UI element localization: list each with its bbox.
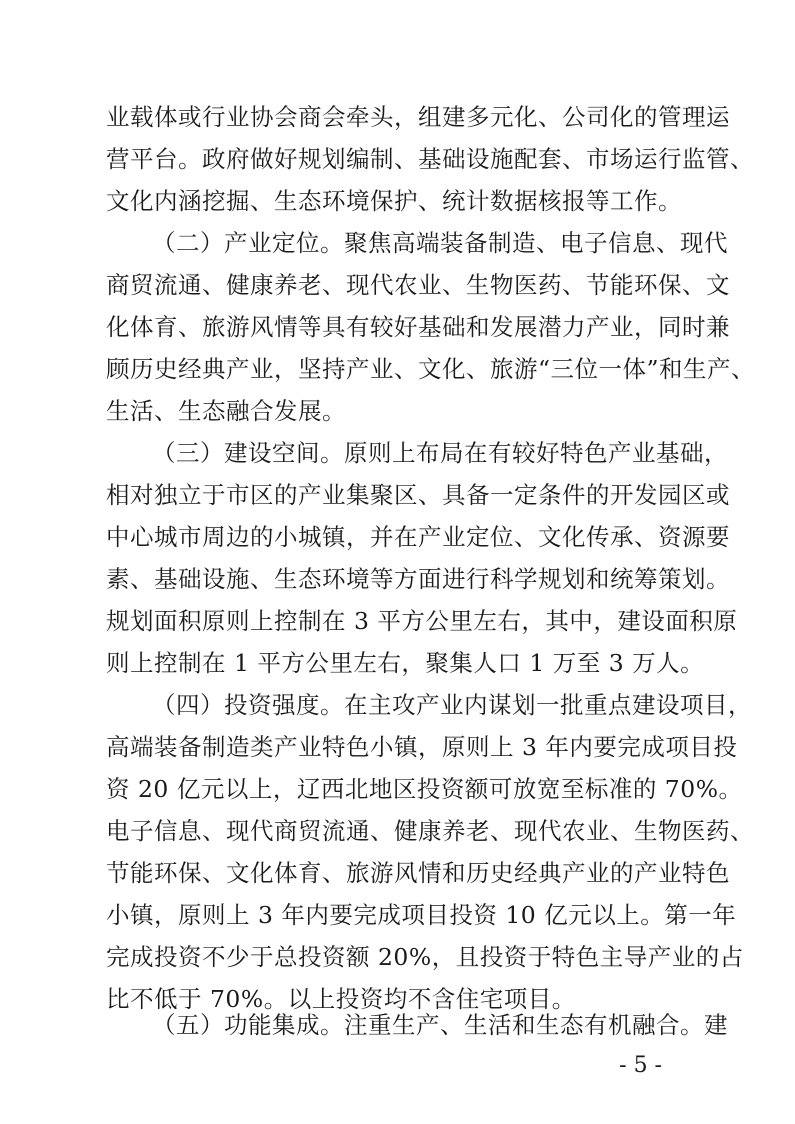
text-line: 高端装备制造类产业特色小镇，原则上 3 年内要完成项目投 (106, 733, 738, 761)
text-line: 营平台。政府做好规划编制、基础设施配套、市场运行监管、 (106, 145, 754, 173)
page-number: - 5 - (619, 1053, 662, 1078)
text-line: 相对独立于市区的产业集聚区、具备一定条件的开发园区或 (106, 481, 730, 509)
section-heading-line: （三）建设空间。原则上布局在有较好特色产业基础， (152, 439, 728, 467)
text-line: 比不低于 70%。以上投资均不含住宅项目。 (106, 985, 576, 1013)
text-line: 节能环保、文化体育、旅游风情和历史经典产业的产业特色 (106, 859, 730, 887)
text-line: 化体育、旅游风情等具有较好基础和发展潜力产业，同时兼 (106, 313, 730, 341)
text-line: 顾历史经典产业，坚持产业、文化、旅游“三位一体”和生产、 (106, 355, 756, 383)
section-heading-line: （四）投资强度。在主攻产业内谋划一批重点建设项目， (152, 691, 752, 719)
section-heading-line: （二）产业定位。聚焦高端装备制造、电子信息、现代 (152, 229, 728, 257)
text-line: 规划面积原则上控制在 3 平方公里左右，其中，建设面积原 (106, 607, 738, 635)
text-line: 电子信息、现代商贸流通、健康养老、现代农业、生物医药、 (106, 817, 754, 845)
text-line: 商贸流通、健康养老、现代农业、生物医药、节能环保、文 (106, 271, 730, 299)
text-line: 素、基础设施、生态环境等方面进行科学规划和统筹策划。 (106, 565, 730, 593)
section-heading-line: （五）功能集成。注重生产、生活和生态有机融合。建 (152, 1011, 728, 1039)
text-line: 完成投资不少于总投资额 20%，且投资于特色主导产业的占 (106, 943, 744, 971)
text-line: 则上控制在 1 平方公里左右，聚集人口 1 万至 3 万人。 (106, 649, 705, 677)
text-line: 文化内涵挖掘、生态环境保护、统计数据核报等工作。 (106, 187, 682, 215)
text-line: 中心城市周边的小城镇，并在产业定位、文化传承、资源要 (106, 523, 730, 551)
text-line: 业载体或行业协会商会牵头，组建多元化、公司化的管理运 (106, 103, 730, 131)
text-line: 资 20 亿元以上，辽西北地区投资额可放宽至标准的 70%。 (106, 775, 743, 803)
text-line: 小镇，原则上 3 年内要完成项目投资 10 亿元以上。第一年 (106, 901, 737, 929)
text-line: 生活、生态融合发展。 (106, 397, 346, 425)
